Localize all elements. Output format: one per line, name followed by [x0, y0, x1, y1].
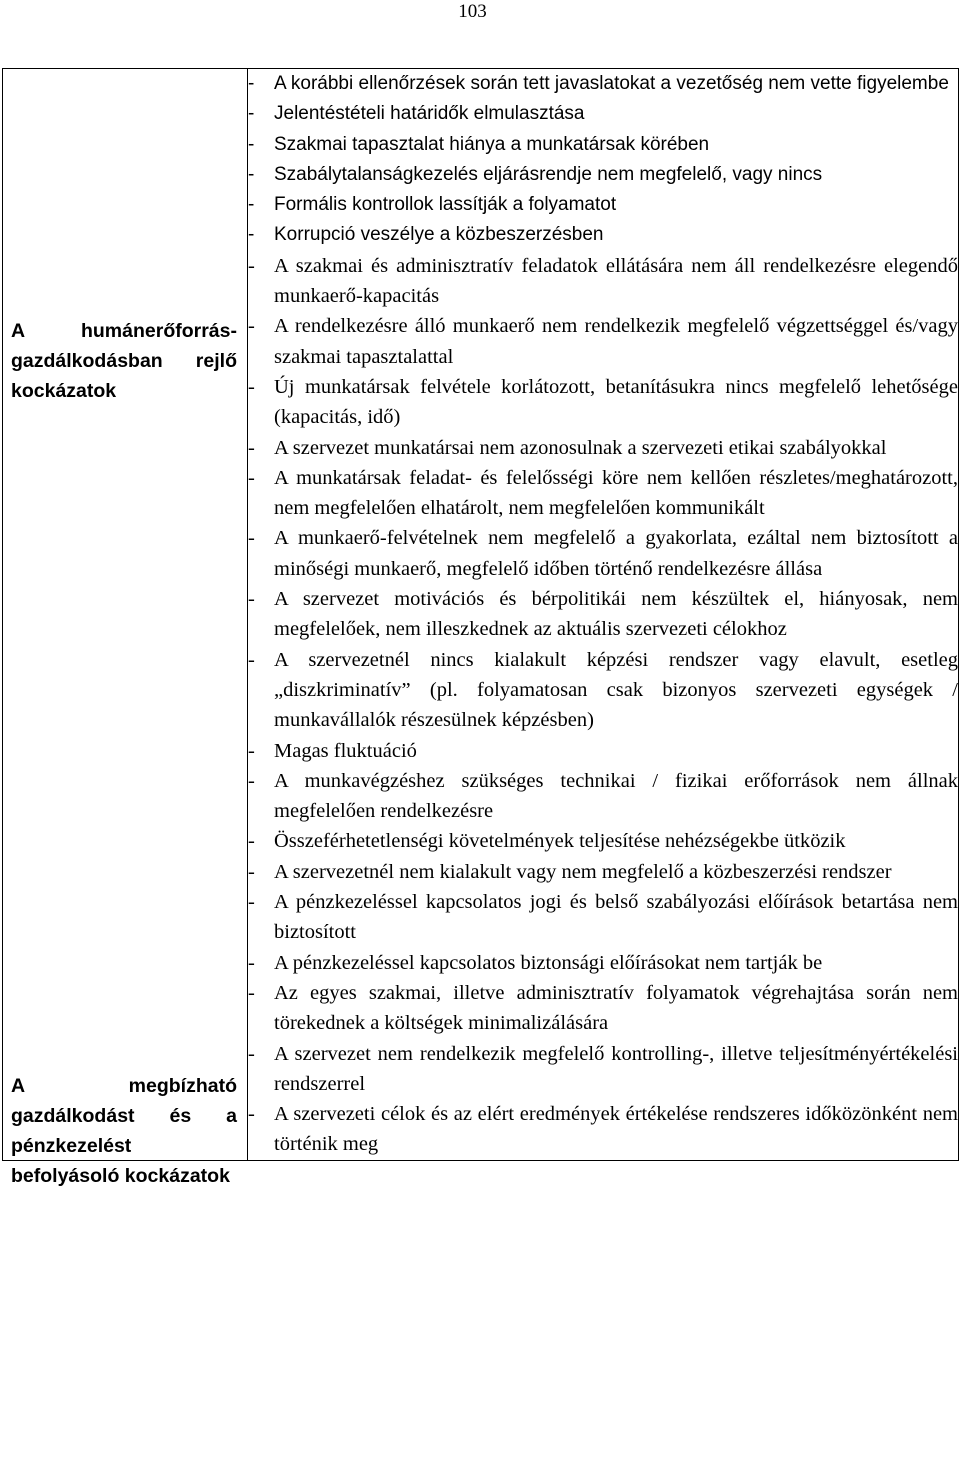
risk-item-text: A szervezet nem rendelkezik megfelelő kontrolling-, illetve teljesítményértékelési rendszerrel: [274, 1042, 958, 1095]
dash-bullet: -: [248, 1103, 255, 1126]
risk-item: [248, 523, 958, 584]
risk-items-cell: [248, 69, 959, 1161]
risk-item-text: A munkavégzéshez szükséges technikai / fizikai erőforrások nem állnak megfelelően rendelkezésre: [274, 769, 958, 823]
dash-bullet: -: [248, 133, 255, 155]
dash-bullet: -: [248, 1042, 255, 1065]
risk-item: [248, 130, 958, 160]
risk-item: [248, 826, 958, 856]
dash-bullet: -: [248, 860, 255, 883]
category-finance-risks: [11, 1071, 237, 1191]
dash-bullet: -: [248, 527, 255, 550]
risk-item-text: Formális kontrollok lassítják a folyamatot: [274, 194, 617, 216]
risk-item: [248, 372, 958, 433]
risk-item: [248, 1099, 958, 1160]
dash-bullet: -: [248, 254, 255, 277]
risk-item-text: A munkatársak feladat- és felelősségi köre nem kellően részletes/meghatározott, nem megfelelően elhatárolt, nem megfelelően kommunikált: [274, 466, 958, 520]
category-column: [3, 69, 248, 1187]
risk-item-text: A pénzkezeléssel kapcsolatos jogi és belső szabályozási előírások betartása nem biztosított: [274, 891, 958, 944]
dash-bullet: -: [248, 194, 255, 216]
dash-bullet: -: [248, 830, 255, 853]
risk-table: [2, 68, 959, 1187]
dash-bullet: -: [248, 436, 255, 459]
dash-bullet: -: [248, 163, 255, 185]
risk-item: [248, 645, 958, 736]
risk-item: [248, 220, 958, 250]
dash-bullet: -: [248, 891, 255, 914]
risk-item-text: A munkaerő-felvételnek nem megfelelő a gyakorlata, ezáltal nem biztosított a minőségi munkaerő, megfelelő időben történő rendelkezésre állása: [274, 527, 958, 580]
risk-list-hr: [248, 251, 958, 857]
risk-item: [248, 736, 958, 766]
risk-item-text: Új munkatársak felvétele korlátozott, betanításukra nincs megfelelő lehetősége (kapacitás, idő): [274, 375, 958, 429]
risk-item: [248, 311, 958, 372]
dash-bullet: -: [248, 951, 255, 974]
dash-bullet: -: [248, 224, 255, 246]
category-finance-word: megbízható: [128, 1075, 237, 1097]
dash-bullet: -: [248, 375, 255, 398]
risk-item-text: A pénzkezeléssel kapcsolatos biztonsági előírásokat nem tartják be: [274, 951, 823, 974]
risk-item: [248, 433, 958, 463]
category-finance-rest: gazdálkodást és a pénzkezelést befolyásoló kockázatok: [11, 1105, 237, 1187]
category-hr-risks: A humánerőforrás-gazdálkodásban rejlő kockázatok: [11, 320, 237, 402]
risk-item: [248, 190, 958, 220]
risk-item-text: Korrupció veszélye a közbeszerzésben: [274, 224, 604, 246]
dash-bullet: -: [248, 648, 255, 671]
dash-bullet: -: [248, 466, 255, 489]
risk-item-text: A szervezet munkatársai nem azonosulnak a szervezeti etikai szabályokkal: [274, 436, 887, 459]
risk-item-text: A korábbi ellenőrzések során tett javaslatokat a vezetőség nem vette figyelembe: [274, 73, 949, 94]
risk-list-general: [248, 69, 958, 251]
risk-item: [248, 857, 958, 887]
category-finance-word: A: [11, 1075, 26, 1097]
risk-item: [248, 463, 958, 524]
risk-item-text: Az egyes szakmai, illetve adminisztratív folyamatok végrehajtása során nem törekednek a költségek minimalizálására: [274, 981, 958, 1035]
risk-item-text: A szervezetnél nincs kialakult képzési rendszer vagy elavult, esetleg „diszkriminatív” (pl. folyamatosan csak bizonyos szervezeti egységek / munkavállalók részesülnek képzésben): [274, 648, 958, 732]
risk-item-text: A szervezeti célok és az elért eredmények értékelése rendszeres időközönként nem történik meg: [274, 1103, 958, 1156]
risk-item-text: A szervezetnél nem kialakult vagy nem megfelelő a közbeszerzési rendszer: [274, 860, 892, 883]
table-row: [3, 69, 959, 1161]
dash-bullet: -: [248, 588, 255, 611]
dash-bullet: -: [248, 315, 255, 338]
risk-item: [248, 1039, 958, 1100]
page-number: 103: [458, 1, 487, 22]
dash-bullet: -: [248, 981, 255, 1004]
risk-item-text: Magas fluktuáció: [274, 739, 417, 762]
risk-item: [248, 766, 958, 827]
risk-item: [248, 584, 958, 645]
dash-bullet: -: [248, 739, 255, 762]
risk-item: [248, 99, 958, 129]
risk-item: [248, 160, 958, 190]
risk-list-finance: [248, 857, 958, 1160]
risk-item: [248, 978, 958, 1039]
risk-item: [248, 887, 958, 948]
risk-item-text: A szakmai és adminisztratív feladatok ellátására nem áll rendelkezésre elegendő munkaerő-kapacitás: [274, 254, 958, 308]
risk-item-text: A szervezet motivációs és bérpolitikái nem készültek el, hiányosak, nem megfelelőek, nem illeszkednek az aktuális szervezeti célokhoz: [274, 588, 958, 641]
category-finance-first-line: [11, 1071, 237, 1101]
risk-item-text: Jelentéstételi határidők elmulasztása: [274, 103, 585, 125]
dash-bullet: -: [248, 73, 255, 94]
risk-item-text: Szabálytalanságkezelés eljárásrendje nem megfelelő, vagy nincs: [274, 163, 823, 185]
risk-item-text: A rendelkezésre álló munkaerő nem rendelkezik megfelelő végzettséggel és/vagy szakmai tapasztalattal: [274, 315, 958, 368]
risk-item: [248, 69, 958, 99]
risk-item-text: Összeférhetetlenségi követelmények teljesítése nehézségekbe ütközik: [274, 830, 846, 853]
dash-bullet: -: [248, 103, 255, 125]
risk-item: [248, 948, 958, 978]
risk-item-text: Szakmai tapasztalat hiánya a munkatársak körében: [274, 133, 710, 155]
dash-bullet: -: [248, 769, 255, 792]
risk-item: [248, 251, 958, 312]
